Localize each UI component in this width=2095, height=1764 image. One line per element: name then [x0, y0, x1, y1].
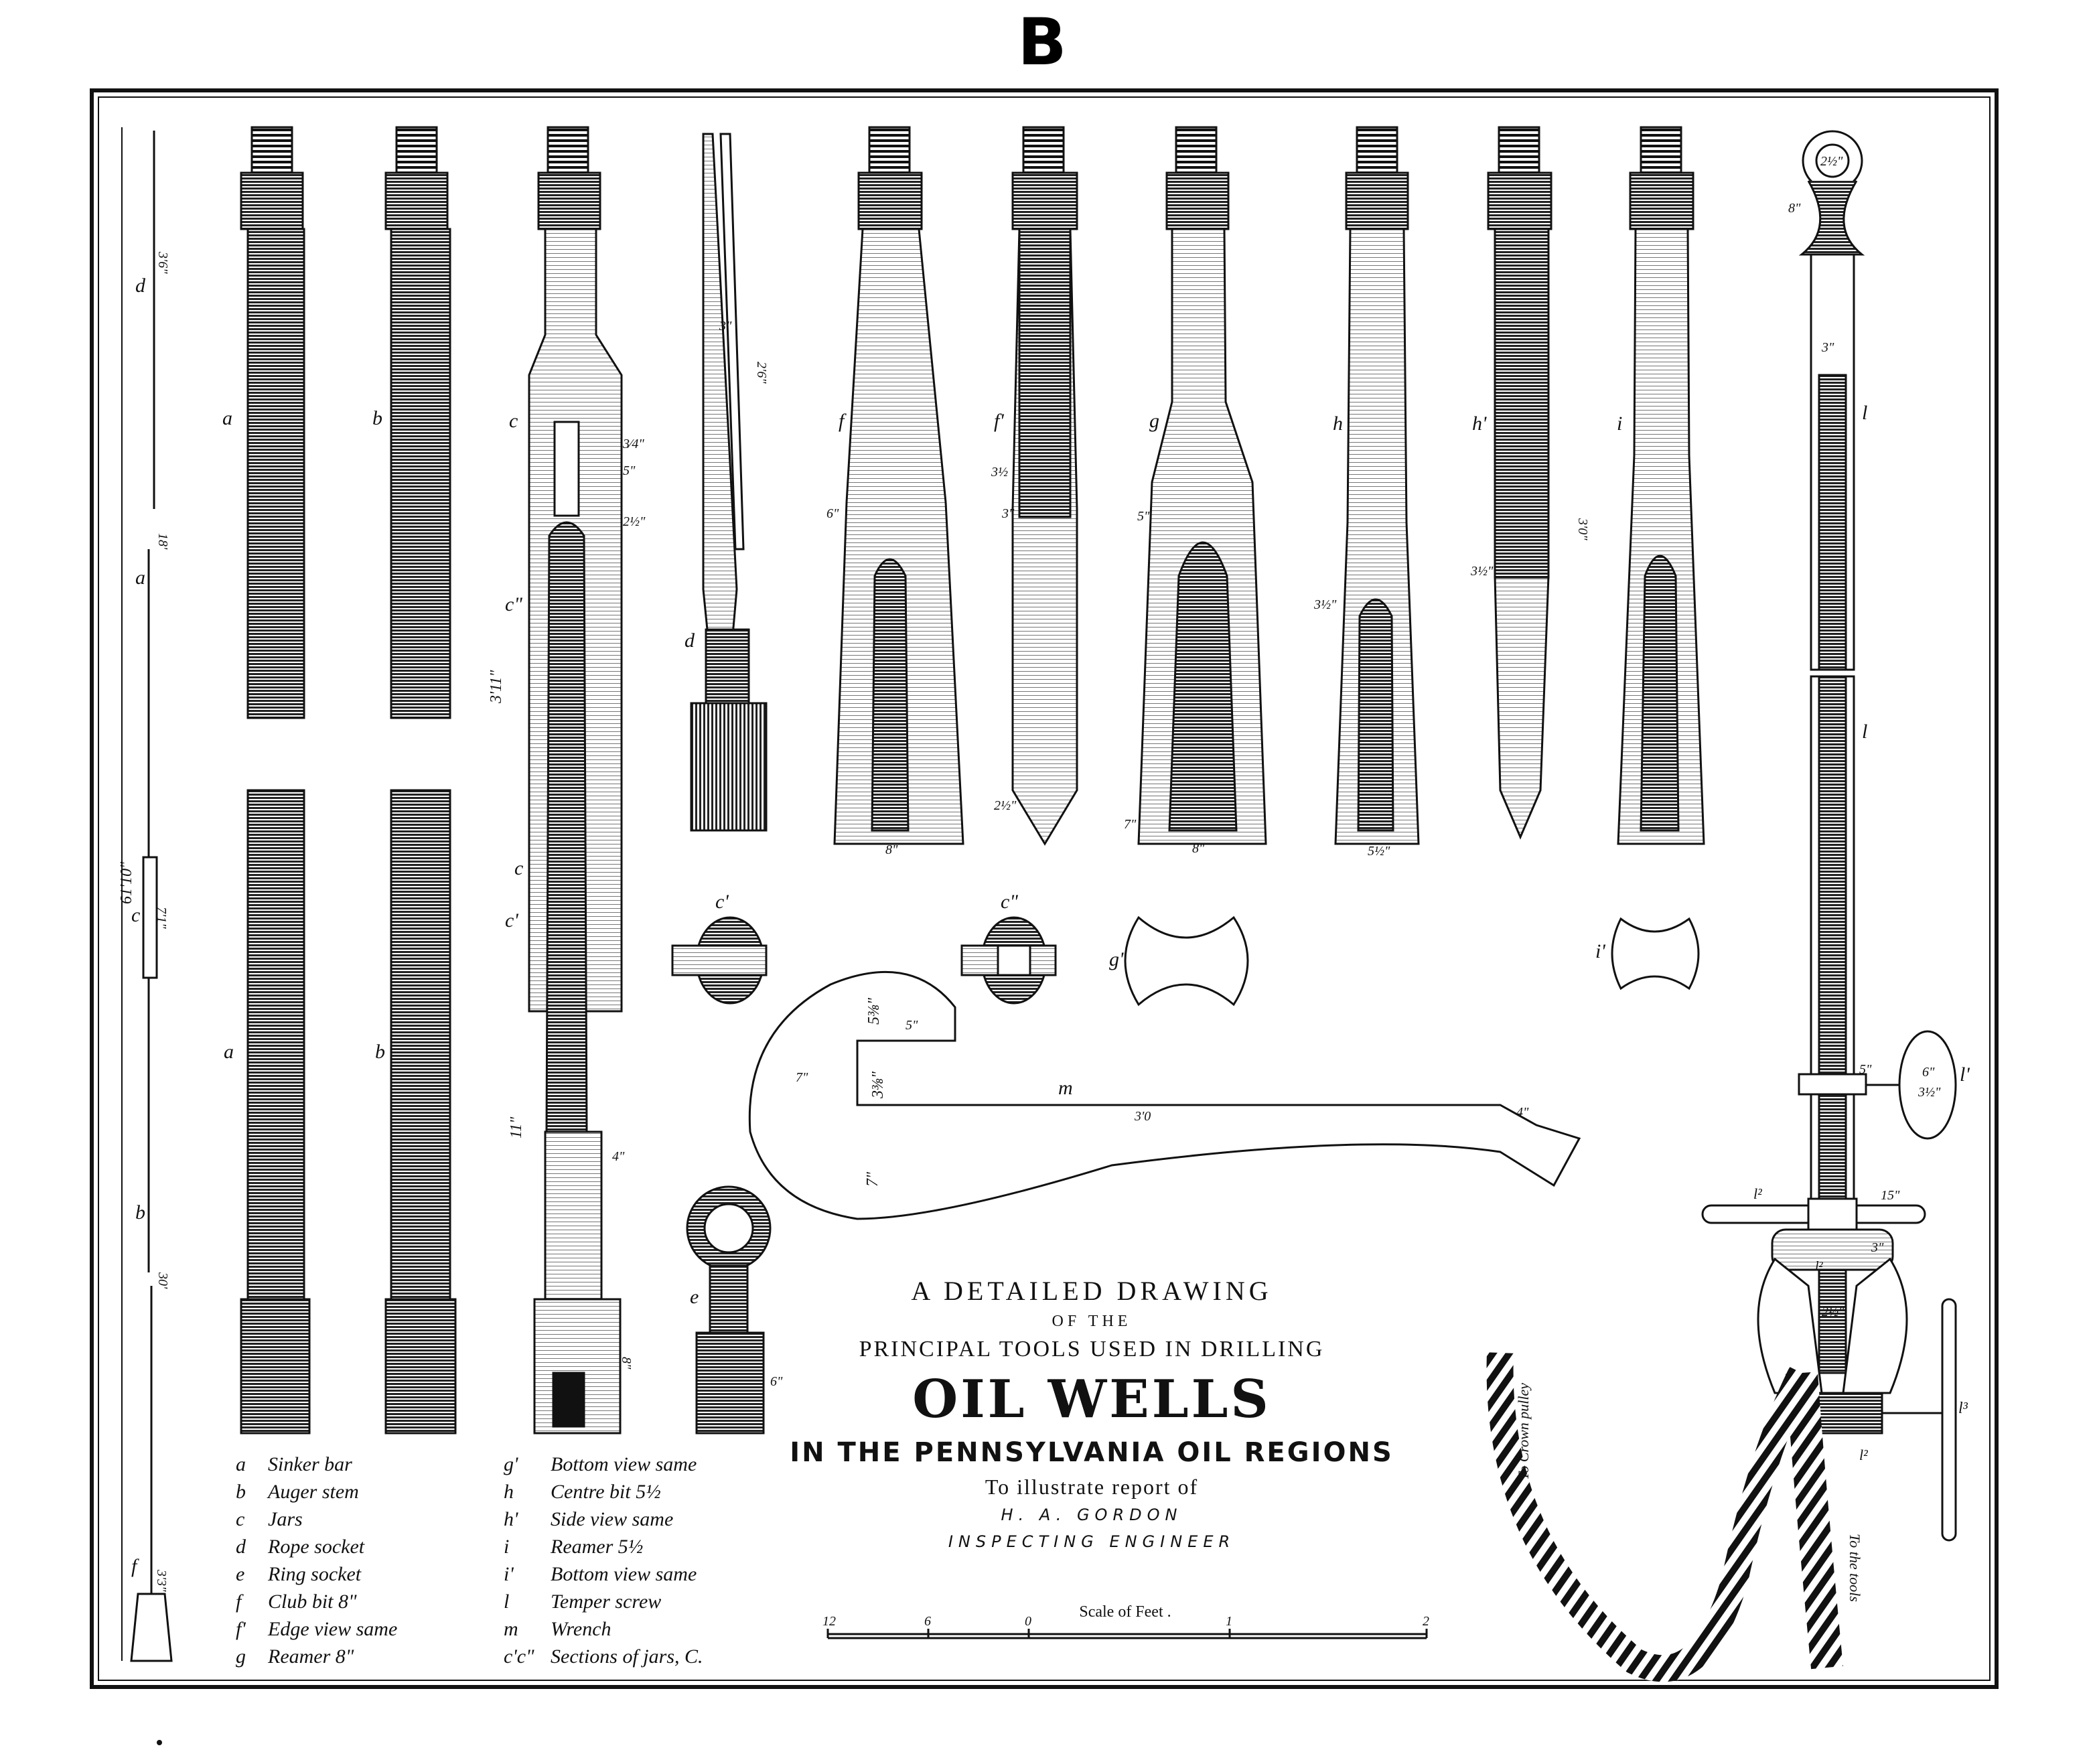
title-main: OIL WELLS: [912, 1369, 1271, 1430]
label-m: m: [1058, 1077, 1073, 1099]
reamer-bottom-sections: [1125, 917, 1699, 1005]
dim-centre-width: 5½": [1368, 844, 1390, 859]
label-string-c: c: [131, 904, 141, 926]
label-h-prime: h': [1472, 413, 1487, 435]
label-l2: l²: [1859, 1447, 1868, 1463]
label-b: b: [372, 407, 382, 429]
legend-row: h' Side view same: [504, 1508, 674, 1530]
dim-side-a: 3½": [1471, 564, 1494, 579]
dim-screw-top: 2½": [1820, 154, 1843, 169]
legend-row: d Rope socket: [236, 1536, 365, 1558]
dim-jars-n: 11": [508, 1116, 525, 1138]
label-a: a: [222, 407, 232, 429]
dim-ring-6: 6": [770, 1374, 783, 1389]
legend-row: h Centre bit 5½: [504, 1481, 661, 1503]
dim-wrench-length: 3'0: [1135, 1109, 1151, 1124]
legend-row: c'c" Sections of jars, C.: [504, 1645, 703, 1668]
dim-reamer-7: 7": [1124, 817, 1137, 832]
dim-screw-25: 2½": [1822, 1305, 1845, 1319]
dim-screw-3b: 3½": [1918, 1085, 1941, 1100]
title-line-1: A DETAILED DRAWING: [911, 1276, 1273, 1306]
label-string-a: a: [135, 567, 145, 589]
plate-letter: B: [1017, 5, 1067, 80]
dim-wrench-c: 7": [796, 1070, 808, 1085]
title-line-5: IN THE PENNSYLVANIA OIL REGIONS: [790, 1437, 1394, 1468]
label-string-d: d: [135, 275, 145, 297]
club-bit-edge-view: [1013, 127, 1077, 844]
label-a: a: [224, 1041, 234, 1063]
label-f: f: [839, 410, 845, 432]
sinker-bar-a: [241, 127, 309, 1433]
label-l2: l²: [1753, 1185, 1762, 1202]
label-section-g-prime: g': [1109, 948, 1124, 970]
rope-socket-d: [691, 134, 766, 830]
scale-bar: [828, 1629, 1427, 1638]
dim-jars-c: 2½": [623, 514, 646, 529]
dim-screw-15: 15": [1881, 1188, 1900, 1203]
label-i: i: [1617, 413, 1623, 435]
dim-edge-c: 2½": [994, 798, 1017, 813]
title-author: H. A. GORDON: [1001, 1505, 1183, 1524]
legend-row: i Reamer 5½: [504, 1536, 644, 1558]
label-l-prime: l': [1960, 1063, 1970, 1086]
title-role: INSPECTING ENGINEER: [948, 1532, 1236, 1551]
dim-wrench-d: 3⅜": [869, 1071, 887, 1098]
label-g: g: [1149, 410, 1159, 432]
scale-title: Scale of Feet .: [1079, 1603, 1171, 1621]
label-string-b: b: [135, 1201, 145, 1224]
label-d: d: [684, 630, 695, 652]
dim-screw-6: 6": [1922, 1065, 1935, 1080]
legend-left: [236, 1451, 397, 1670]
temper-screw-l: [1500, 131, 1956, 1668]
dim-screw-8: 8": [1788, 201, 1801, 216]
dim-centre-a: 3½": [1314, 597, 1337, 612]
dim-jars-bottom: 8": [619, 1357, 634, 1370]
dim-reamer-5: 5": [1137, 509, 1150, 524]
dim-jars-length: 3'11": [488, 670, 505, 703]
label-string-f: f: [131, 1555, 137, 1577]
dim-reamer2-length: 3'0": [1575, 518, 1590, 540]
legend-row: e Ring socket: [236, 1563, 362, 1585]
label-h: h: [1333, 413, 1343, 435]
reamer-g: [1139, 127, 1266, 844]
annotation-to-tools: To the tools: [1847, 1534, 1863, 1602]
label-c-prime: c': [505, 909, 518, 932]
legend-row: f Club bit 8": [236, 1591, 357, 1613]
title-line-6: To illustrate report of: [985, 1475, 1199, 1499]
title-line-3: PRINCIPAL TOOLS USED IN DRILLING: [859, 1337, 1325, 1362]
dim-wrench-f: 4": [1516, 1105, 1529, 1120]
legend-row: g Reamer 8": [236, 1645, 354, 1668]
jars-c: [529, 127, 625, 1433]
dim-edge-a: 3½: [991, 465, 1008, 480]
legend-row: f' Edge view same: [236, 1618, 398, 1640]
label-section-c-prime: c': [715, 891, 729, 913]
label-l: l: [1862, 402, 1868, 424]
label-l3: l³: [1958, 1400, 1968, 1417]
centre-bit-side-view: [1488, 127, 1551, 837]
legend-row: m Wrench: [504, 1618, 611, 1640]
dim-screw-5: 5": [1859, 1062, 1872, 1077]
dim-string-total: 61'10": [118, 861, 135, 904]
dim-rope-length: 2'6": [754, 362, 769, 384]
label-section-c-double-prime: c": [1001, 891, 1018, 913]
dim-string-a: 18': [155, 533, 170, 550]
dim-club-width: 8": [885, 842, 898, 857]
title-block: [737, 1272, 1447, 1555]
scale-tick-label: 2: [1423, 1614, 1429, 1629]
dim-jars-w: 4": [612, 1149, 625, 1164]
centre-bit-h: [1335, 127, 1419, 844]
legend-row: l Temper screw: [504, 1591, 662, 1613]
label-b: b: [375, 1041, 385, 1063]
legend-row: b Auger stem: [236, 1481, 359, 1503]
scale-tick-label: 6: [924, 1614, 931, 1629]
dim-club-6: 6": [826, 506, 839, 521]
legend-row: i' Bottom view same: [504, 1563, 697, 1585]
legend-right: [504, 1451, 703, 1670]
dim-jars-a: 3⁄4": [623, 437, 644, 451]
dim-string-f: 3'3": [154, 1570, 169, 1592]
dim-screw-3: 3": [1822, 340, 1834, 355]
dim-jars-b: 5": [623, 463, 636, 478]
scale-tick-label: 12: [822, 1614, 836, 1629]
label-c-double-prime: c": [505, 593, 522, 615]
dim-string-b: 30': [155, 1272, 170, 1289]
reamer-i: [1618, 127, 1704, 844]
dim-screw-3c: 3": [1871, 1240, 1884, 1255]
dim-edge-b: 3": [1002, 506, 1015, 521]
legend-row: a Sinker bar: [236, 1453, 352, 1475]
dim-wrench-e: 7": [864, 1171, 881, 1187]
legend-row: c Jars: [236, 1508, 303, 1530]
dim-rope-a: 3": [719, 319, 732, 334]
stray-dot: [157, 1740, 162, 1745]
annotation-crown-pulley: To Crown pulley: [1515, 1382, 1532, 1480]
dim-wrench-a: 5⅜": [865, 997, 883, 1025]
scale-tick-label: 1: [1226, 1614, 1232, 1629]
label-l: l: [1862, 721, 1868, 743]
label-c: c: [514, 857, 524, 879]
dim-screw-l2: l²: [1815, 1259, 1823, 1274]
title-line-2: OF THE: [1052, 1313, 1132, 1330]
label-c: c: [509, 410, 518, 432]
dim-reamer-width: 8": [1192, 841, 1205, 856]
legend-row: g' Bottom view same: [504, 1453, 697, 1475]
scale-tick-label: 0: [1025, 1614, 1031, 1629]
club-bit-f: [835, 127, 963, 844]
label-e: e: [690, 1286, 699, 1308]
dim-string-c: 7'1": [154, 907, 169, 929]
label-f-prime: f': [994, 410, 1004, 432]
dim-string-d: 3'6": [155, 252, 170, 274]
dim-wrench-b: 5": [906, 1018, 918, 1033]
auger-stem-b: [386, 127, 455, 1433]
label-section-i-prime: i': [1595, 940, 1605, 962]
